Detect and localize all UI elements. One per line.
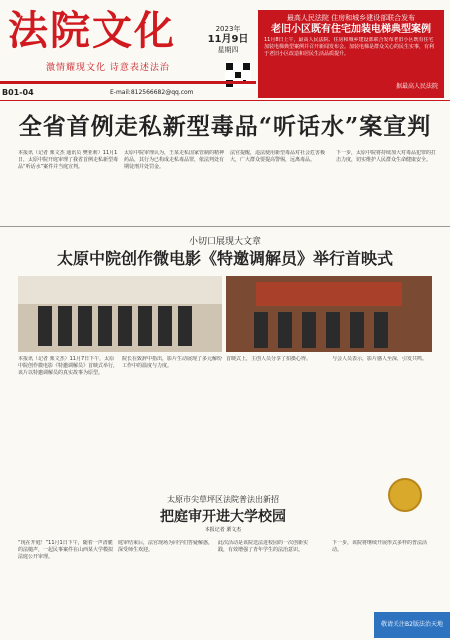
divider	[0, 100, 450, 101]
top-news-kicker: 最高人民法院 住房和城乡建设部联合发布	[286, 14, 416, 22]
story2-col: 与会人员表示，影片感人至深，引发共鸣。	[332, 356, 428, 362]
story2-col: 院长在致辞中指出，影片生动展现了多元解纷工作中的温度与力度。	[122, 356, 222, 370]
story3-col: 此次活动是该院送法进校园的一次创新实践，有效增强了青年学生的法治意识。	[218, 540, 309, 554]
story3-headline: 把庭审开进大学校园	[160, 509, 286, 525]
date-box	[206, 24, 250, 54]
top-news-box	[258, 10, 444, 98]
story3-byline: 本报记者 栗文杰	[204, 527, 242, 533]
lead-headline: 全省首例走私新型毒品“听话水”案宣判	[18, 113, 432, 140]
court-emblem-icon	[388, 478, 422, 512]
date-weekday: 星期四	[217, 46, 239, 54]
masthead-slogan: 激情耀现文化 诗意表述法治	[46, 63, 170, 72]
top-news-editor: 据最高人民法院	[395, 83, 438, 90]
issue-number: B01-04	[2, 88, 34, 97]
story3-col: 下一步，该院将继续开展形式多样的普法活动。	[332, 540, 428, 554]
date-day: 11月9日	[207, 34, 249, 45]
lead-article-col: 法官提醒，违法使用新型毒品对社会危害极大，广大群众要提高警惕，远离毒品。	[230, 150, 326, 164]
lead-article-col: 太原中院审理认为，王某走私国家管制的精神药品，其行为已构成走私毒品罪，依法判处有期徒刑并处罚金。	[124, 150, 224, 171]
premiere-photo-stage	[226, 276, 432, 352]
story2-headline: 太原中院创作微电影《特邀调解员》举行首映式	[56, 249, 393, 268]
top-news-title: 老旧小区既有住宅加装电梯典型案例	[271, 24, 431, 35]
header-rule	[0, 81, 256, 84]
story3-kicker: 太原市尖草坪区法院普法出新招	[167, 495, 279, 504]
qr-code-icon	[225, 62, 251, 88]
promo-banner[interactable]: 敬请关注B2版法治天地	[374, 612, 450, 638]
story2-col: 首映式上，主创人员分享了拍摄心得。	[226, 356, 312, 362]
divider	[0, 226, 450, 227]
lead-article-col: 下一步，太原中院将持续加大对毒品犯罪的打击力度，切实维护人民群众生命健康安全。	[336, 150, 436, 164]
top-news-body: 11月8日上午，最高人民法院、住房和城乡建设部联合发布老旧小区既有住宅加装电梯典型案例并召开新闻发布会。加装电梯是群众关心的民生实事，有利于老旧小区改造和居民生活品质提升。	[264, 37, 435, 57]
date-year: 2023年	[215, 25, 241, 33]
story2-kicker: 小切口展现大文章	[188, 237, 261, 246]
story3-col: 庭审结束后，法官现场为同学们答疑解惑，深受师生欢迎。	[118, 540, 214, 554]
email-line: E-mail:812566682@qq.com	[110, 89, 194, 96]
lead-article-col: 本报讯（记者 栗文杰 通讯员 樊亚莉）11月1日，太原中院开庭审理了我省首例走私新型毒品“听话水”案件并当庭宣判。	[18, 150, 118, 171]
masthead-logo: 法院文化	[8, 7, 176, 54]
premiere-photo-audience	[18, 276, 222, 352]
story3-col: “现在开庭！”11月1日下午，随着一声清脆的法槌声，一起民事案件在山西某大学模拟法庭公开审理。	[18, 540, 114, 561]
story2-col: 本报讯（记者 栗文杰）11月7日下午，太原中院创作微电影《特邀调解员》首映式举行，该片以特邀调解员的真实故事为原型。	[18, 356, 118, 377]
